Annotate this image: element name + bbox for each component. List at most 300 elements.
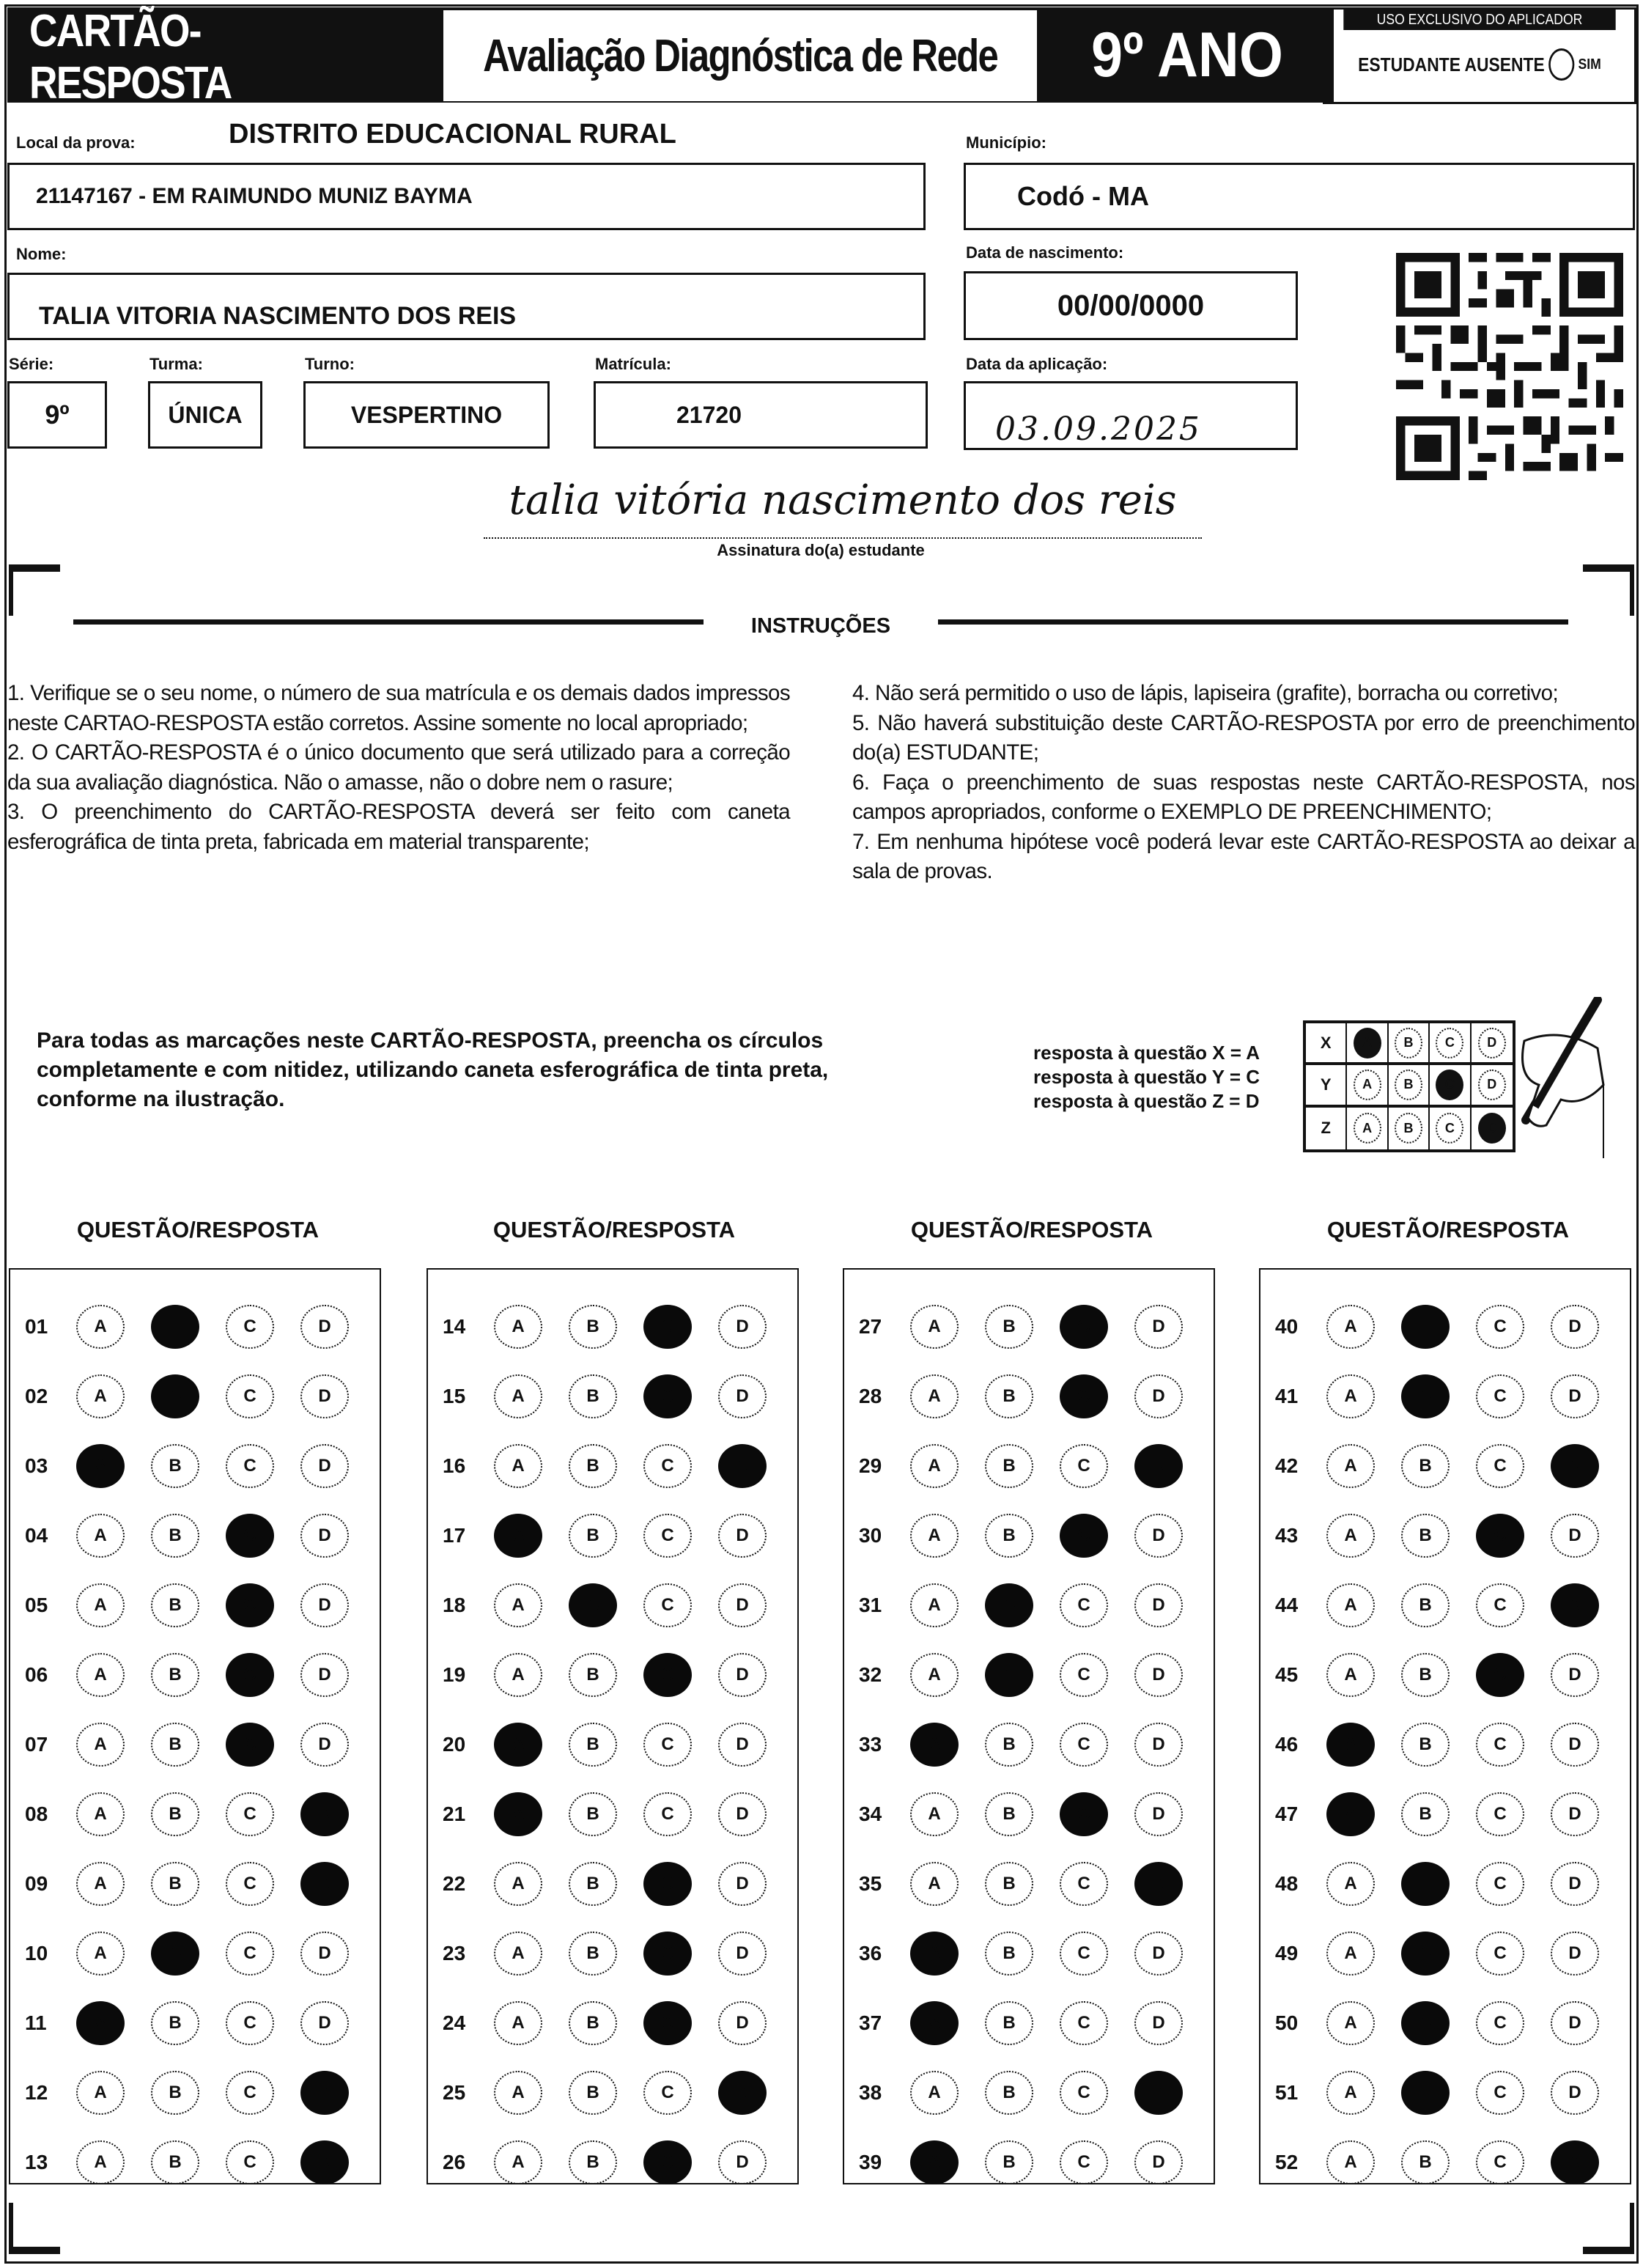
answer-bubble-c[interactable]: C — [643, 1374, 692, 1418]
answer-bubble-b[interactable]: B — [151, 1932, 199, 1976]
example-line-y: resposta à questão Y = C — [1033, 1066, 1260, 1088]
answer-bubble-c[interactable]: C — [1476, 1723, 1524, 1767]
answer-bubble-c[interactable]: C — [643, 1862, 692, 1906]
answer-bubble-a[interactable]: A — [76, 1374, 125, 1418]
question-row — [428, 1918, 797, 1988]
answer-bubble-a[interactable]: A — [494, 2001, 542, 2045]
answer-bubble-a[interactable]: A — [494, 2071, 542, 2115]
answer-bubble-c[interactable]: C — [643, 1723, 692, 1767]
answer-bubble-b[interactable]: B — [1401, 1374, 1450, 1418]
question-row — [10, 1918, 380, 1988]
answer-bubble-d[interactable]: D — [300, 1932, 349, 1976]
question-number: 09 — [25, 1871, 48, 1895]
question-row — [1260, 1988, 1630, 2058]
answer-bubble-c[interactable]: C — [1476, 1514, 1524, 1558]
answer-bubble-d[interactable]: D — [718, 1583, 767, 1627]
question-number: 25 — [443, 2080, 466, 2104]
answer-bubble-a[interactable]: A — [1326, 1792, 1375, 1836]
answer-bubble-c[interactable]: C — [643, 1653, 692, 1697]
answer-bubble-d[interactable]: D — [718, 1374, 767, 1418]
answer-bubble-c[interactable]: C — [1060, 1305, 1108, 1349]
answer-bubble-a[interactable]: A — [1326, 1862, 1375, 1906]
question-row — [1260, 1431, 1630, 1501]
answer-bubble-a[interactable]: A — [1326, 1305, 1375, 1349]
answer-bubble-c[interactable]: C — [1060, 1862, 1108, 1906]
answer-bubble-c[interactable]: C — [1060, 1723, 1108, 1767]
example-cell — [1347, 1065, 1388, 1104]
example-bubble-c: C — [1436, 1028, 1463, 1058]
answer-bubble-b[interactable]: B — [151, 2071, 199, 2115]
answer-bubble-b[interactable]: B — [151, 1583, 199, 1627]
answer-bubble-d[interactable]: D — [1134, 1305, 1183, 1349]
question-number: 40 — [1275, 1314, 1299, 1338]
answer-bubble-d[interactable]: D — [1551, 2071, 1599, 2115]
answer-bubble-c[interactable]: C — [1476, 1374, 1524, 1418]
answer-bubble-d[interactable]: D — [300, 2140, 349, 2184]
answer-bubble-b[interactable]: B — [985, 1374, 1033, 1418]
answer-bubble-c[interactable]: C — [643, 1305, 692, 1349]
assessment-title: Avaliação Diagnóstica de Rede — [482, 30, 998, 81]
answer-bubble-a[interactable]: A — [494, 1514, 542, 1558]
answer-bubble-b[interactable]: B — [569, 2001, 617, 2045]
answer-bubble-b[interactable]: B — [151, 1305, 199, 1349]
answer-bubble-b[interactable]: B — [985, 2001, 1033, 2045]
answer-bubble-c[interactable]: C — [1060, 1653, 1108, 1697]
answer-bubble-d[interactable]: D — [718, 1862, 767, 1906]
answer-bubble-a[interactable]: A — [1326, 1514, 1375, 1558]
question-number: 31 — [859, 1593, 882, 1616]
answer-bubble-b[interactable]: B — [985, 1653, 1033, 1697]
answer-bubble-b[interactable]: B — [1401, 2140, 1450, 2184]
answer-bubble-b[interactable]: B — [569, 1862, 617, 1906]
answer-bubble-a[interactable]: A — [76, 1653, 125, 1697]
question-number: 17 — [443, 1523, 466, 1547]
instruction-7: 7. Em nenhuma hipótese você poderá levar este CARTÃO-RESPOSTA ao deixar a sala de provas. — [852, 829, 1635, 883]
instruction-6: 6. Faça o preenchimento de suas respostas neste CARTÃO-RESPOSTA, nos campos apropriados, conforme o EXEMPLO DE PREENCHIMENTO; — [852, 770, 1635, 824]
answer-bubble-c[interactable]: C — [643, 1583, 692, 1627]
answer-bubble-b[interactable]: B — [1401, 1723, 1450, 1767]
answer-bubble-a[interactable]: A — [910, 1932, 959, 1976]
answer-bubble-b[interactable]: B — [985, 1583, 1033, 1627]
answer-bubble-a[interactable]: A — [910, 1444, 959, 1488]
question-row — [10, 1849, 380, 1918]
answer-bubble-a[interactable]: A — [910, 2001, 959, 2045]
answer-bubble-d[interactable]: D — [1134, 2071, 1183, 2115]
answer-bubble-a[interactable]: A — [76, 2001, 125, 2045]
answer-bubble-d[interactable]: D — [1551, 1723, 1599, 1767]
example-line-x: resposta à questão X = A — [1033, 1042, 1260, 1064]
answer-bubble-b[interactable]: B — [1401, 1583, 1450, 1627]
example-bubble-d: D — [1478, 1028, 1506, 1058]
student-signature[interactable]: talia vitória nascimento dos reis — [484, 476, 1202, 539]
answer-bubble-b[interactable]: B — [569, 1653, 617, 1697]
question-number: 32 — [859, 1663, 882, 1686]
local-label: Local da prova: — [16, 133, 136, 152]
answer-bubble-c[interactable]: C — [1476, 1862, 1524, 1906]
question-row — [428, 1779, 797, 1849]
answer-bubble-a[interactable]: A — [76, 1305, 125, 1349]
answer-bubble-b[interactable]: B — [151, 1792, 199, 1836]
question-row — [1260, 1292, 1630, 1361]
answer-bubble-d[interactable]: D — [1134, 1932, 1183, 1976]
answer-bubble-b[interactable]: B — [151, 2140, 199, 2184]
answer-bubble-c[interactable]: C — [226, 1653, 274, 1697]
answer-bubble-a[interactable]: A — [910, 1514, 959, 1558]
answer-bubble-d[interactable]: D — [1551, 1583, 1599, 1627]
turma-field — [148, 381, 262, 449]
question-number: 20 — [443, 1732, 466, 1756]
answer-bubble-b[interactable]: B — [985, 1723, 1033, 1767]
question-row — [10, 1779, 380, 1849]
question-number: 12 — [25, 2080, 48, 2104]
question-row — [428, 2058, 797, 2127]
answer-bubble-b[interactable]: B — [1401, 1932, 1450, 1976]
answer-bubble-a[interactable]: A — [76, 1583, 125, 1627]
question-number: 35 — [859, 1871, 882, 1895]
question-number: 06 — [25, 1663, 48, 1686]
answer-bubble-b[interactable]: B — [985, 2071, 1033, 2115]
absent-bubble[interactable] — [1548, 48, 1574, 81]
example-bubble-a: A — [1354, 1113, 1381, 1144]
answer-bubble-d[interactable]: D — [718, 2071, 767, 2115]
example-row-label: Y — [1306, 1065, 1347, 1104]
example-bubble-b: B — [1395, 1113, 1422, 1144]
answer-bubble-d[interactable]: D — [1551, 1305, 1599, 1349]
answer-bubble-c[interactable]: C — [1060, 2071, 1108, 2115]
answer-bubble-a[interactable]: A — [1326, 2071, 1375, 2115]
example-bubble-a: A — [1354, 1069, 1381, 1100]
answer-bubble-d[interactable]: D — [718, 1723, 767, 1767]
answer-bubble-d[interactable]: D — [1551, 1374, 1599, 1418]
assessment-title-box — [443, 10, 1037, 101]
example-cell — [1389, 1108, 1430, 1149]
answer-bubble-a[interactable]: A — [76, 2140, 125, 2184]
question-number: 50 — [1275, 2011, 1299, 2034]
answer-column-3 — [843, 1268, 1215, 2184]
question-number: 33 — [859, 1732, 882, 1756]
answer-bubble-b[interactable]: B — [1401, 1792, 1450, 1836]
answer-bubble-d[interactable]: D — [300, 2071, 349, 2115]
answer-bubble-c[interactable]: C — [1060, 1792, 1108, 1836]
answer-bubble-a[interactable]: A — [494, 1932, 542, 1976]
question-row — [428, 1431, 797, 1501]
answer-bubble-c[interactable]: C — [1476, 1444, 1524, 1488]
answer-bubble-a[interactable]: A — [910, 1792, 959, 1836]
answer-bubble-b[interactable]: B — [985, 1792, 1033, 1836]
answer-bubble-c[interactable]: C — [226, 2140, 274, 2184]
answer-bubble-a[interactable]: A — [910, 1723, 959, 1767]
matricula-label: Matrícula: — [595, 355, 671, 373]
answer-bubble-a[interactable]: A — [76, 1862, 125, 1906]
answer-bubble-b[interactable]: B — [1401, 1653, 1450, 1697]
question-row — [1260, 1570, 1630, 1640]
instruction-1: 1. Verifique se o seu nome, o número de sua matrícula e os demais dados impressos neste CARTAO-RESPOSTA estão corretos. Assine somente no local apropriado; — [7, 681, 790, 735]
answer-bubble-b[interactable]: B — [1401, 1305, 1450, 1349]
question-row — [844, 1292, 1214, 1361]
question-number: 11 — [25, 2011, 47, 2034]
answer-bubble-a[interactable]: A — [76, 2071, 125, 2115]
answer-bubble-c[interactable]: C — [1476, 1932, 1524, 1976]
answer-bubble-c[interactable]: C — [1060, 1444, 1108, 1488]
question-row — [428, 1988, 797, 2058]
answer-bubble-b[interactable]: B — [985, 1444, 1033, 1488]
answer-bubble-c[interactable]: C — [226, 1862, 274, 1906]
answer-bubble-a[interactable]: A — [1326, 2140, 1375, 2184]
answer-bubble-d[interactable]: D — [1551, 2001, 1599, 2045]
answer-bubble-c[interactable]: C — [1060, 1932, 1108, 1976]
answer-bubble-d[interactable]: D — [1134, 1723, 1183, 1767]
answer-bubble-d[interactable]: D — [1134, 1862, 1183, 1906]
question-number: 36 — [859, 1941, 882, 1965]
answer-bubble-c[interactable]: C — [1060, 1514, 1108, 1558]
answer-bubble-a[interactable]: A — [494, 1653, 542, 1697]
answer-bubble-a[interactable]: A — [76, 1792, 125, 1836]
question-row — [844, 1779, 1214, 1849]
answer-bubble-d[interactable]: D — [1134, 1792, 1183, 1836]
answer-bubble-a[interactable]: A — [910, 1305, 959, 1349]
answer-bubble-b[interactable]: B — [569, 1583, 617, 1627]
answer-bubble-c[interactable]: C — [1476, 1792, 1524, 1836]
corner-mark-bottom-right — [1583, 2203, 1634, 2254]
answer-bubble-c[interactable]: C — [226, 1583, 274, 1627]
answer-bubble-b[interactable]: B — [569, 2140, 617, 2184]
question-number: 51 — [1275, 2080, 1299, 2104]
answer-bubble-c[interactable]: C — [1060, 1583, 1108, 1627]
answer-bubble-a[interactable]: A — [910, 2071, 959, 2115]
answer-bubble-c[interactable]: C — [643, 1514, 692, 1558]
answer-bubble-c[interactable]: C — [226, 2071, 274, 2115]
answer-bubble-a[interactable]: A — [1326, 1374, 1375, 1418]
question-row — [428, 1292, 797, 1361]
corner-mark-bottom-left — [9, 2203, 60, 2254]
answer-bubble-b[interactable]: B — [1401, 1444, 1450, 1488]
answer-bubble-a[interactable]: A — [494, 1792, 542, 1836]
answer-bubble-b[interactable]: B — [569, 1723, 617, 1767]
turma-label: Turma: — [149, 355, 203, 373]
answer-bubble-d[interactable]: D — [718, 1653, 767, 1697]
answer-bubble-a[interactable]: A — [1326, 1444, 1375, 1488]
answer-bubble-a[interactable]: A — [494, 1374, 542, 1418]
answer-bubble-c[interactable]: C — [1060, 2001, 1108, 2045]
aplicacao-field[interactable] — [964, 381, 1298, 450]
answer-bubble-b[interactable]: B — [151, 1374, 199, 1418]
question-row — [10, 1570, 380, 1640]
answer-bubble-b[interactable]: B — [1401, 1862, 1450, 1906]
example-row — [1306, 1108, 1513, 1149]
answer-bubble-d[interactable]: D — [718, 1792, 767, 1836]
question-number: 43 — [1275, 1523, 1299, 1547]
answer-bubble-b[interactable]: B — [151, 1723, 199, 1767]
answer-bubble-b[interactable]: B — [151, 1653, 199, 1697]
answer-bubble-d[interactable]: D — [718, 1514, 767, 1558]
answer-bubble-b[interactable]: B — [569, 1374, 617, 1418]
answer-bubble-b[interactable]: B — [1401, 1514, 1450, 1558]
answer-bubble-d[interactable]: D — [300, 1583, 349, 1627]
answer-bubble-b[interactable]: B — [569, 1514, 617, 1558]
answer-bubble-c[interactable]: C — [226, 1792, 274, 1836]
question-number: 49 — [1275, 1941, 1299, 1965]
answer-bubble-a[interactable]: A — [494, 1305, 542, 1349]
answer-bubble-c[interactable]: C — [1476, 2140, 1524, 2184]
answer-bubble-b[interactable]: B — [1401, 2071, 1450, 2115]
answer-bubble-b[interactable]: B — [569, 1932, 617, 1976]
answer-bubble-c[interactable]: C — [226, 1444, 274, 1488]
answer-bubble-a[interactable]: A — [76, 1514, 125, 1558]
example-row-label: Z — [1306, 1108, 1347, 1149]
column-header-2: QUESTÃO/RESPOSTA — [492, 1217, 736, 1242]
example-grid — [1303, 1020, 1515, 1152]
answer-bubble-c[interactable]: C — [643, 2071, 692, 2115]
answer-bubble-d[interactable]: D — [1551, 2140, 1599, 2184]
answer-bubble-b[interactable]: B — [151, 1862, 199, 1906]
answer-bubble-a[interactable]: A — [76, 1932, 125, 1976]
example-bubble-b: B — [1395, 1028, 1422, 1058]
answer-bubble-c[interactable]: C — [1476, 1653, 1524, 1697]
answer-bubble-d[interactable]: D — [718, 1932, 767, 1976]
answer-bubble-d[interactable]: D — [300, 1514, 349, 1558]
answer-bubble-b[interactable]: B — [151, 1514, 199, 1558]
fill-instructions: Para todas as marcações neste CARTÃO-RESPOSTA, preencha os círculos completamente e com nitidez, utilizando caneta esferográfica de tinta preta, conforme na ilustração. — [37, 1028, 829, 1111]
nome-field — [7, 273, 926, 340]
answer-bubble-d[interactable]: D — [300, 2001, 349, 2045]
aplicador-label: USO EXCLUSIVO DO APLICADOR — [1343, 10, 1615, 30]
question-row — [1260, 1501, 1630, 1570]
corner-mark-top-left — [9, 564, 60, 616]
answer-bubble-a[interactable]: A — [494, 2140, 542, 2184]
answer-bubble-d[interactable]: D — [1551, 1514, 1599, 1558]
answer-bubble-a[interactable]: A — [910, 2140, 959, 2184]
answer-bubble-d[interactable]: D — [1134, 1374, 1183, 1418]
answer-bubble-a[interactable]: A — [1326, 2001, 1375, 2045]
pen-hand-icon — [1495, 997, 1605, 1158]
answer-bubble-d[interactable]: D — [1134, 1583, 1183, 1627]
answer-bubble-c[interactable]: C — [1476, 1583, 1524, 1627]
card-title: CARTÃO-RESPOSTA — [29, 6, 232, 108]
answer-bubble-a[interactable]: A — [1326, 1932, 1375, 1976]
answer-bubble-a[interactable]: A — [910, 1374, 959, 1418]
answer-bubble-b[interactable]: B — [151, 2001, 199, 2045]
answer-bubble-c[interactable]: C — [643, 1792, 692, 1836]
nome-label: Nome: — [16, 245, 67, 263]
answer-bubble-b[interactable]: B — [985, 1862, 1033, 1906]
answer-bubble-b[interactable]: B — [1401, 2001, 1450, 2045]
answer-bubble-d[interactable]: D — [300, 1862, 349, 1906]
answer-bubble-d[interactable]: D — [1134, 1444, 1183, 1488]
answer-bubble-b[interactable]: B — [985, 1514, 1033, 1558]
answer-bubble-c[interactable]: C — [1476, 2001, 1524, 2045]
answer-bubble-d[interactable]: D — [1551, 1792, 1599, 1836]
answer-bubble-b[interactable]: B — [985, 1932, 1033, 1976]
answer-bubble-c[interactable]: C — [226, 1932, 274, 1976]
answer-bubble-d[interactable]: D — [1134, 1514, 1183, 1558]
answer-bubble-d[interactable]: D — [718, 1444, 767, 1488]
answer-bubble-a[interactable]: A — [76, 1444, 125, 1488]
answer-bubble-b[interactable]: B — [985, 2140, 1033, 2184]
column-header-4: QUESTÃO/RESPOSTA — [1326, 1217, 1570, 1242]
answer-bubble-c[interactable]: C — [226, 2001, 274, 2045]
answer-bubble-d[interactable]: D — [718, 2140, 767, 2184]
answer-bubble-a[interactable]: A — [910, 1583, 959, 1627]
municipio-field — [964, 163, 1635, 230]
answer-bubble-d[interactable]: D — [718, 1305, 767, 1349]
column-header-1: QUESTÃO/RESPOSTA — [76, 1217, 320, 1242]
answer-bubble-d[interactable]: D — [300, 1723, 349, 1767]
answer-bubble-c[interactable]: C — [1060, 1374, 1108, 1418]
answer-column-2 — [427, 1268, 799, 2184]
answer-bubble-a[interactable]: A — [1326, 1583, 1375, 1627]
answer-bubble-a[interactable]: A — [494, 1583, 542, 1627]
answer-bubble-d[interactable]: D — [1134, 2140, 1183, 2184]
answer-bubble-a[interactable]: A — [1326, 1653, 1375, 1697]
answer-bubble-c[interactable]: C — [226, 1305, 274, 1349]
instructions-rule-left — [73, 619, 704, 625]
answer-bubble-d[interactable]: D — [1551, 1932, 1599, 1976]
answer-bubble-c[interactable]: C — [643, 2140, 692, 2184]
question-number: 21 — [443, 1802, 466, 1825]
answer-bubble-c[interactable]: C — [643, 1932, 692, 1976]
answer-column-1 — [9, 1268, 381, 2184]
answer-bubble-b[interactable]: B — [569, 1444, 617, 1488]
answer-bubble-d[interactable]: D — [300, 1305, 349, 1349]
turno-value: VESPERTINO — [350, 401, 503, 428]
example-bubble-d: D — [1478, 1113, 1506, 1144]
answer-bubble-c[interactable]: C — [1060, 2140, 1108, 2184]
answer-bubble-c[interactable]: C — [226, 1374, 274, 1418]
absent-label: ESTUDANTE AUSENTE — [1358, 53, 1545, 76]
question-row — [1260, 1361, 1630, 1431]
answer-bubble-a[interactable]: A — [494, 1862, 542, 1906]
nascimento-label: Data de nascimento: — [966, 243, 1124, 262]
answer-bubble-d[interactable]: D — [1134, 2001, 1183, 2045]
answer-bubble-a[interactable]: A — [910, 1653, 959, 1697]
answer-bubble-d[interactable]: D — [300, 1374, 349, 1418]
answer-bubble-c[interactable]: C — [643, 2001, 692, 2045]
answer-bubble-c[interactable]: C — [1476, 2071, 1524, 2115]
answer-bubble-b[interactable]: B — [985, 1305, 1033, 1349]
answer-bubble-a[interactable]: A — [76, 1723, 125, 1767]
answer-bubble-d[interactable]: D — [718, 2001, 767, 2045]
answer-bubble-d[interactable]: D — [300, 1792, 349, 1836]
question-number: 23 — [443, 1941, 466, 1965]
answer-bubble-d[interactable]: D — [1134, 1653, 1183, 1697]
answer-bubble-c[interactable]: C — [643, 1444, 692, 1488]
question-number: 18 — [443, 1593, 466, 1616]
answer-bubble-d[interactable]: D — [1551, 1653, 1599, 1697]
serie-label: Série: — [9, 355, 54, 373]
answer-bubble-b[interactable]: B — [151, 1444, 199, 1488]
answer-bubble-b[interactable]: B — [569, 1305, 617, 1349]
answer-bubble-d[interactable]: D — [300, 1444, 349, 1488]
answer-bubble-c[interactable]: C — [226, 1723, 274, 1767]
answer-bubble-c[interactable]: C — [226, 1514, 274, 1558]
answer-bubble-d[interactable]: D — [1551, 1862, 1599, 1906]
question-number: 04 — [25, 1523, 48, 1547]
answer-bubble-d[interactable]: D — [1551, 1444, 1599, 1488]
answer-bubble-c[interactable]: C — [1476, 1305, 1524, 1349]
question-number: 47 — [1275, 1802, 1299, 1825]
answer-bubble-a[interactable]: A — [494, 1444, 542, 1488]
question-number: 37 — [859, 2011, 882, 2034]
question-number: 29 — [859, 1454, 882, 1477]
answer-bubble-a[interactable]: A — [1326, 1723, 1375, 1767]
answer-bubble-a[interactable]: A — [910, 1862, 959, 1906]
answer-bubble-a[interactable]: A — [494, 1723, 542, 1767]
example-bubble-d: D — [1478, 1069, 1506, 1100]
answer-bubble-d[interactable]: D — [300, 1653, 349, 1697]
answer-bubble-b[interactable]: B — [569, 1792, 617, 1836]
turma-value: ÚNICA — [168, 401, 243, 428]
answer-bubble-b[interactable]: B — [569, 2071, 617, 2115]
